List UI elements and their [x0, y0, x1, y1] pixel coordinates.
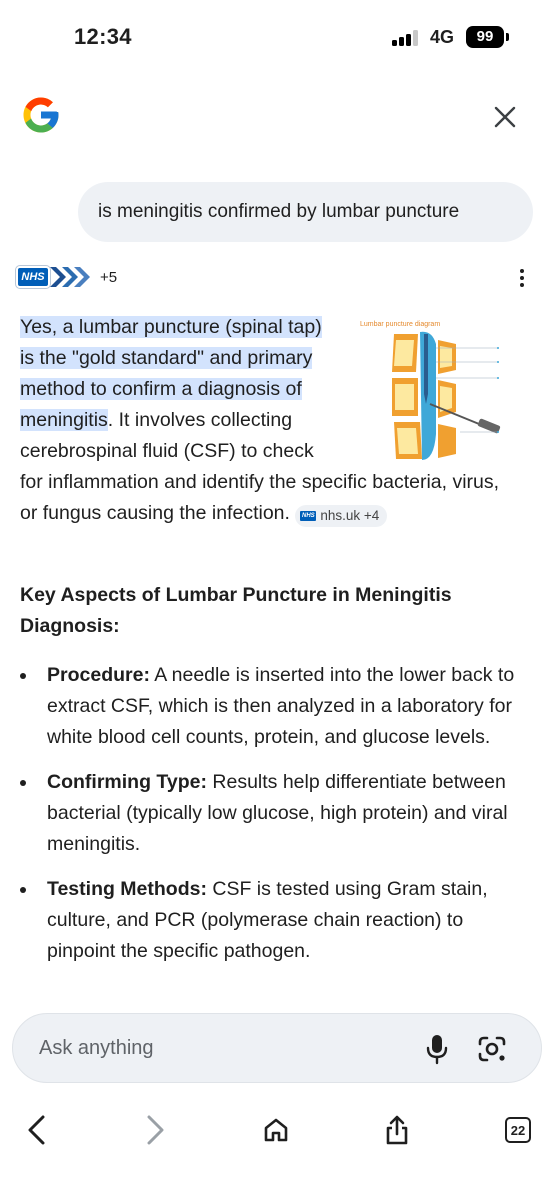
list-item — [20, 767, 535, 860]
item-label: Procedure: — [47, 664, 150, 686]
google-logo-icon — [20, 94, 62, 136]
answer-text: . It involves collecting cerebrospinal fluid (CSF) to check for inflammation and identify the specific bacteria, virus, or fungus causing the infection. — [20, 409, 500, 524]
close-icon — [493, 105, 517, 129]
dot — [520, 276, 524, 280]
tabs-count: 22 — [505, 1117, 531, 1143]
bullet — [20, 887, 26, 893]
ai-answer — [20, 312, 500, 529]
share-icon — [383, 1114, 411, 1146]
tabs-button[interactable] — [498, 1110, 538, 1150]
forward-button[interactable] — [136, 1110, 176, 1150]
bullet — [20, 673, 26, 679]
lumbar-puncture-diagram-image[interactable] — [352, 314, 502, 464]
ask-input[interactable] — [39, 1014, 399, 1082]
signal-icon — [392, 30, 420, 46]
bullet — [20, 780, 26, 786]
item-text: Results help differentiate between bacterial (typically low glucose, high protein) and viral meningitis. — [47, 771, 508, 855]
section-heading: Key Aspects of Lumbar Puncture in Meningitis Diagnosis: — [20, 584, 452, 637]
diagram-title: Lumbar puncture diagram — [360, 321, 441, 328]
ask-bar — [12, 1013, 542, 1083]
list-item — [20, 660, 535, 753]
chevrons-icon — [48, 265, 94, 289]
back-button[interactable] — [16, 1110, 56, 1150]
citation-label: nhs.uk +4 — [320, 508, 380, 523]
citation-chip[interactable] — [295, 505, 387, 527]
back-arrow-icon — [25, 1114, 47, 1146]
nhs-mini-logo: NHS — [302, 513, 315, 519]
home-icon — [262, 1116, 290, 1144]
microphone-icon[interactable] — [423, 1033, 451, 1065]
item-text: CSF is tested using Gram stain, culture, and PCR (polymerase chain reaction) to pinpoint the specific pathogen. — [47, 878, 488, 962]
scroll-fade — [0, 990, 554, 1010]
bottom-nav — [0, 1100, 554, 1160]
battery-tip — [506, 33, 509, 41]
item-label: Testing Methods: — [47, 878, 207, 900]
more-options-button[interactable] — [510, 266, 534, 290]
item-text: A needle is inserted into the lower back to extract CSF, which is then analyzed in a laboratory for white blood cell counts, protein, and glucose levels. — [47, 664, 515, 748]
nhs-logo: NHS — [16, 266, 50, 288]
dot — [520, 283, 524, 287]
status-bar — [0, 0, 554, 70]
forward-arrow-icon — [145, 1114, 167, 1146]
status-time: 12:34 — [74, 24, 132, 49]
sources-count: +5 — [100, 268, 118, 286]
highlighted-answer: Yes, a lumbar puncture (spinal tap) is the "gold standard" and primary method to confirm a diagnosis of meningitis — [20, 316, 322, 431]
dot — [520, 269, 524, 273]
google-lens-icon[interactable] — [477, 1035, 507, 1063]
sources-button[interactable] — [16, 264, 117, 290]
close-button[interactable] — [486, 98, 524, 136]
home-button[interactable] — [256, 1110, 296, 1150]
share-button[interactable] — [377, 1110, 417, 1150]
key-aspects-list — [20, 660, 535, 981]
battery-icon: 99 — [466, 26, 504, 48]
list-item — [20, 874, 535, 967]
item-label: Confirming Type: — [47, 771, 207, 793]
query-bubble: is meningitis confirmed by lumbar puncture — [78, 182, 533, 242]
network-type: 4G — [430, 27, 455, 47]
